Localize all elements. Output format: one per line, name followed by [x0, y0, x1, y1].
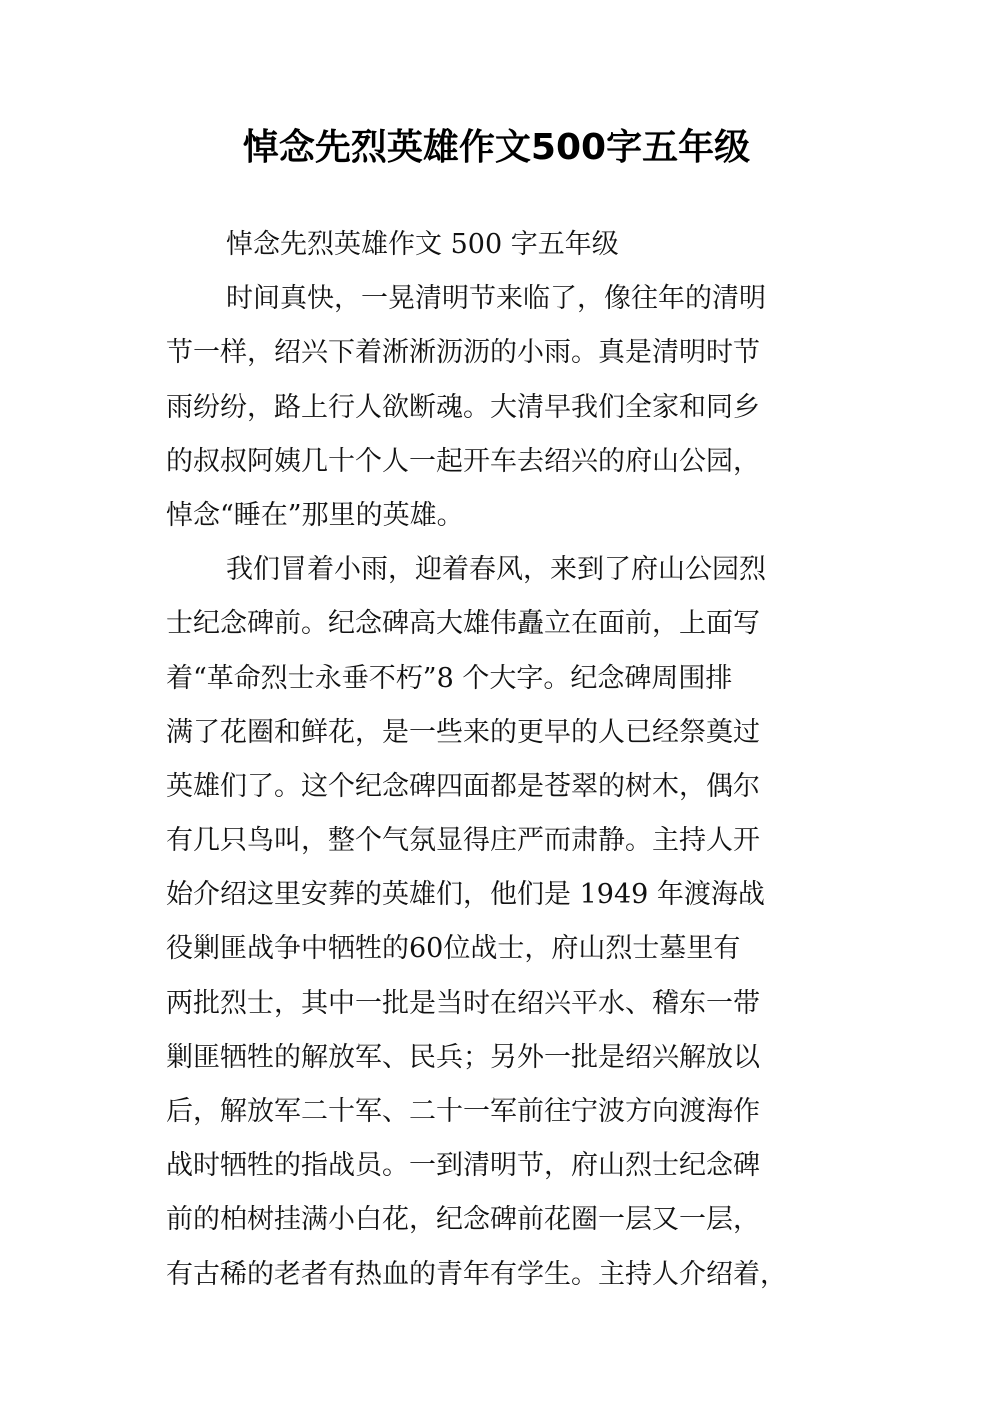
paragraph-2-line: 着“革命烈士永垂不朽”8 个大字。纪念碑周围排 — [166, 662, 733, 694]
paragraph-2-line: 两批烈士，其中一批是当时在绍兴平水、稽东一带 — [166, 987, 760, 1019]
paragraph-1-line: 的叔叔阿姨几十个人一起开车去绍兴的府山公园， — [166, 445, 760, 477]
paragraph-2-line: 有几只鸟叫，整个气氛显得庄严而肃静。主持人开 — [166, 825, 760, 857]
paragraph-2-line: 英雄们了。这个纪念碑四面都是苍翠的树木，偶尔 — [166, 770, 760, 802]
paragraph-2-line: 始介绍这里安葬的英雄们，他们是 1949 年渡海战 — [166, 879, 765, 911]
paragraph-2-line: 满了花圈和鲜花，是一些来的更早的人已经祭奠过 — [166, 716, 760, 748]
paragraph-1-line: 时间真快，一晃清明节来临了，像往年的清明 — [226, 283, 766, 315]
paragraph-2-line: 后，解放军二十军、二十一军前往宁波方向渡海作 — [166, 1096, 760, 1127]
subtitle-line: 悼念先烈英雄作文 500 字五年级 — [226, 229, 619, 260]
paragraph-2-line: 我们冒着小雨，迎着春风，来到了府山公园烈 — [226, 554, 766, 586]
paragraph-2-line: 前的柏树挂满小白花，纪念碑前花圈一层又一层， — [166, 1204, 760, 1236]
paragraph-1-line: 悼念“睡在”那里的英雄。 — [166, 499, 464, 531]
paragraph-2-line: 役剿匪战争中牺牲的60位战士，府山烈士墓里有 — [166, 933, 741, 965]
paragraph-1-line: 雨纷纷，路上行人欲断魂。大清早我们全家和同乡 — [166, 391, 760, 423]
paragraph-2-line: 有古稀的老者有热血的青年有学生。主持人介绍着， — [166, 1258, 787, 1290]
paragraph-1-line: 节一样，绍兴下着淅淅沥沥的小雨。真是清明时节 — [166, 337, 760, 369]
paragraph-2-line: 剿匪牺牲的解放军、民兵；另外一批是绍兴解放以 — [166, 1041, 760, 1073]
paragraph-2-line: 士纪念碑前。纪念碑高大雄伟矗立在面前，上面写 — [166, 608, 760, 640]
document-body — [166, 218, 838, 1302]
document-title: 悼念先烈英雄作文500字五年级 — [242, 127, 751, 168]
paragraph-2-line: 战时牺牲的指战员。一到清明节，府山烈士纪念碑 — [166, 1150, 760, 1182]
